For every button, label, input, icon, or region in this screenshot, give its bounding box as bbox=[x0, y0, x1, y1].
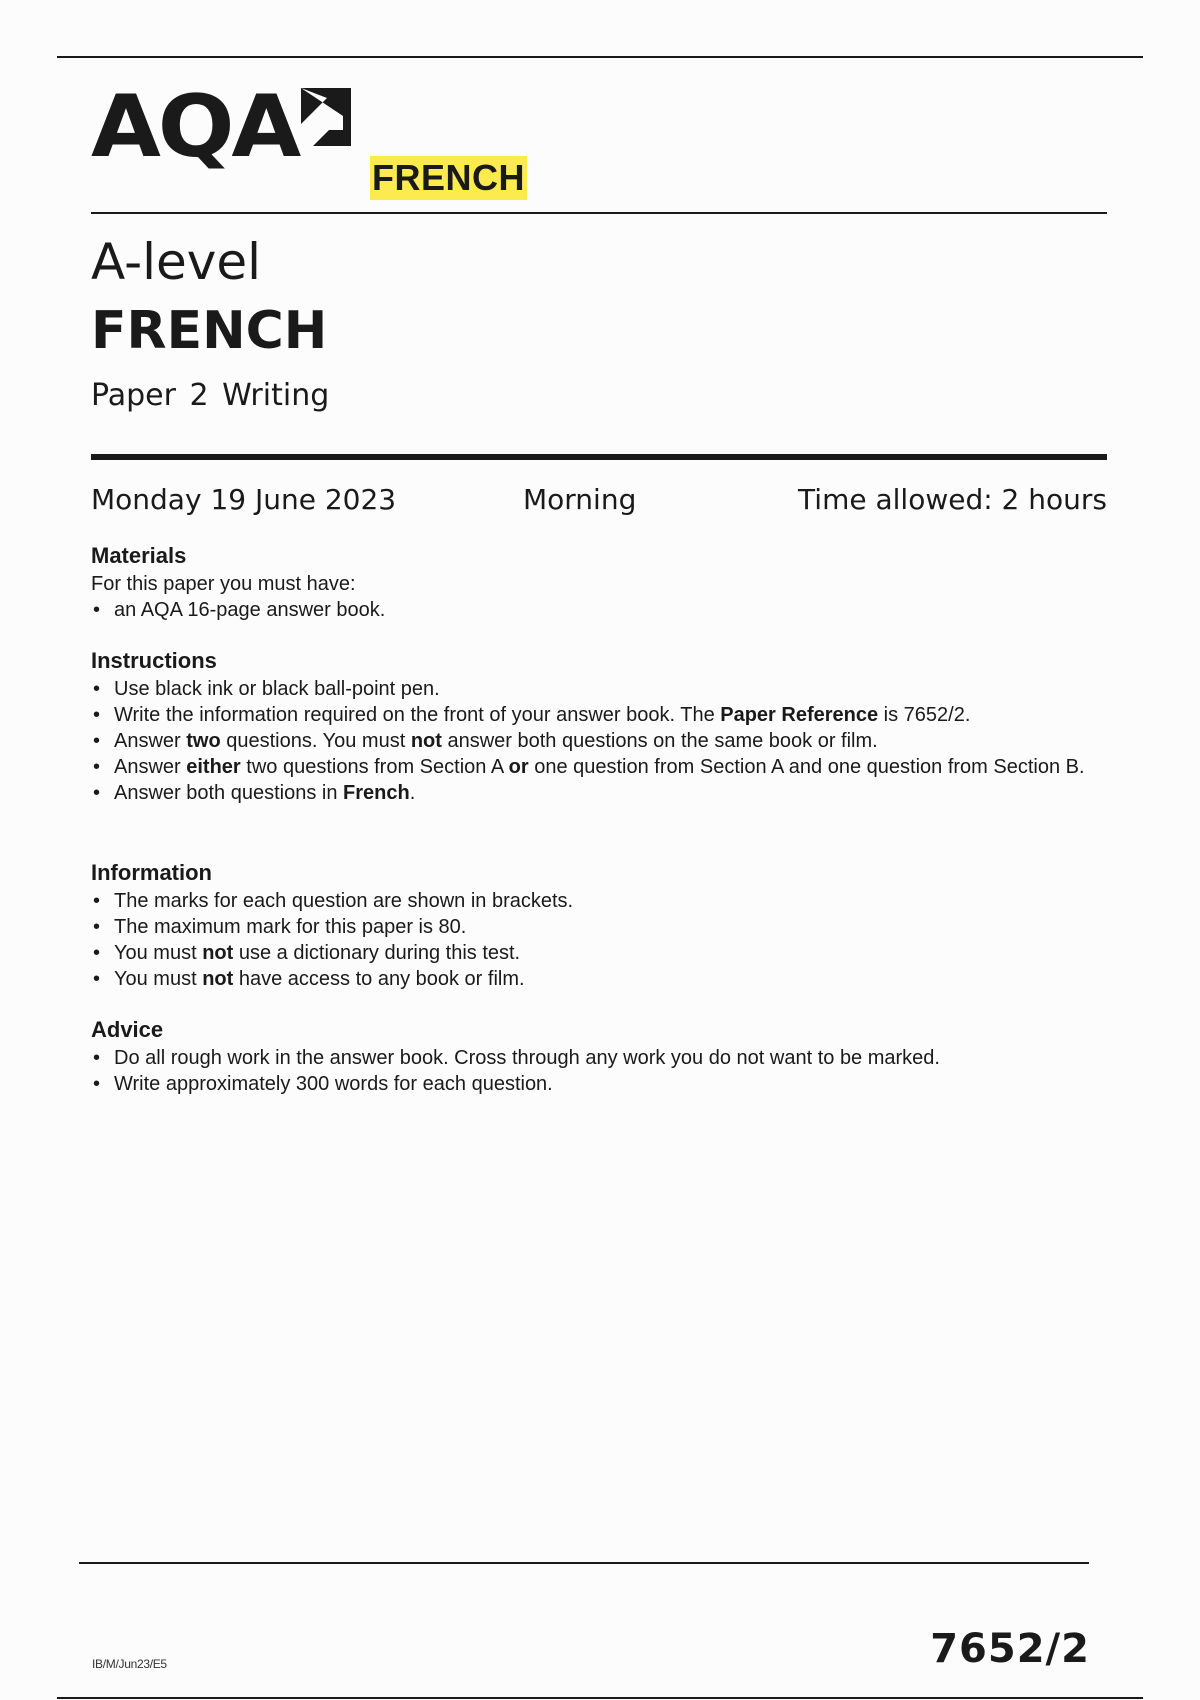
bold-text: French bbox=[343, 782, 410, 804]
bold-text: not bbox=[202, 968, 234, 990]
time-allowed: Time allowed: 2 hours bbox=[798, 483, 1107, 516]
subject-highlight-tag: FRENCH bbox=[372, 157, 525, 198]
paper-reference: 7652/2 bbox=[930, 1626, 1090, 1672]
list-item bbox=[91, 676, 1091, 702]
text-run: questions. You must bbox=[220, 730, 411, 752]
materials-intro: For this paper you must have: bbox=[91, 573, 356, 595]
instructions-heading: Instructions bbox=[91, 648, 217, 673]
list-item bbox=[91, 754, 1091, 780]
materials-heading: Materials bbox=[91, 543, 187, 568]
advice-section bbox=[91, 1015, 1091, 1097]
text-run: . bbox=[409, 782, 416, 804]
instructions-list bbox=[91, 676, 1091, 806]
header-rule bbox=[91, 212, 1107, 214]
text-run: Answer bbox=[114, 756, 187, 778]
bold-text: not bbox=[410, 730, 442, 752]
instructions-section bbox=[91, 646, 1091, 806]
text-run: have access to any book or film. bbox=[233, 968, 525, 990]
top-rule bbox=[57, 56, 1143, 58]
text-run: two questions from Section A bbox=[240, 756, 509, 778]
exam-level: A-level bbox=[91, 233, 262, 291]
text-run: Answer bbox=[114, 730, 187, 752]
exam-date: Monday 19 June 2023 bbox=[91, 483, 397, 516]
materials-section bbox=[91, 541, 1091, 623]
list-item bbox=[91, 728, 1091, 754]
bold-text: not bbox=[202, 942, 234, 964]
text-run: is 7652/2. bbox=[878, 704, 971, 726]
text-run: Write the information required on the front of your answer book. The bbox=[114, 704, 721, 726]
list-item bbox=[91, 1045, 1091, 1071]
list-item bbox=[91, 1071, 1091, 1097]
list-item bbox=[91, 888, 1091, 914]
list-item bbox=[91, 940, 1091, 966]
exam-subject: FRENCH bbox=[91, 301, 328, 361]
paper-title: Paper 2 Writing bbox=[91, 378, 330, 413]
text-run: answer both questions on the same book or film. bbox=[441, 730, 878, 752]
text-run: Use black ink or black ball-point pen. bbox=[114, 678, 440, 700]
materials-list bbox=[91, 597, 1091, 623]
list-item bbox=[91, 966, 1091, 992]
advice-list bbox=[91, 1045, 1091, 1097]
title-divider bbox=[91, 454, 1107, 460]
text-run: The maximum mark for this paper is 80. bbox=[114, 916, 467, 938]
bold-text: Paper Reference bbox=[720, 704, 879, 726]
text-run: You must bbox=[114, 942, 203, 964]
text-run: one question from Section A and one question from Section B. bbox=[528, 756, 1085, 778]
text-run: use a dictionary during this test. bbox=[233, 942, 521, 964]
advice-heading: Advice bbox=[91, 1017, 164, 1042]
information-heading: Information bbox=[91, 860, 212, 885]
text-run: Do all rough work in the answer book. Cross through any work you do not want to be marked. bbox=[114, 1047, 940, 1069]
text-run: Answer both questions in bbox=[114, 782, 344, 804]
list-item bbox=[91, 780, 1091, 806]
bold-text: two bbox=[186, 730, 221, 752]
bold-text: either bbox=[186, 756, 241, 778]
exam-session: Morning bbox=[523, 483, 637, 516]
information-section bbox=[91, 858, 1091, 992]
bold-text: or bbox=[508, 756, 529, 778]
aqa-logo bbox=[91, 77, 299, 177]
text-run: Write approximately 300 words for each question. bbox=[114, 1073, 553, 1095]
information-list bbox=[91, 888, 1091, 992]
bottom-rule bbox=[57, 1697, 1143, 1699]
text-run: You must bbox=[114, 968, 203, 990]
footer-rule bbox=[79, 1562, 1089, 1564]
text-run: The marks for each question are shown in brackets. bbox=[114, 890, 574, 912]
logo-text: AQA bbox=[91, 77, 299, 177]
list-item: • an AQA 16-page answer book. bbox=[91, 597, 1091, 623]
list-item bbox=[91, 702, 1091, 728]
aqa-logo-mark-icon bbox=[297, 86, 353, 148]
list-item bbox=[91, 914, 1091, 940]
footer-code: IB/M/Jun23/E5 bbox=[92, 1657, 167, 1671]
